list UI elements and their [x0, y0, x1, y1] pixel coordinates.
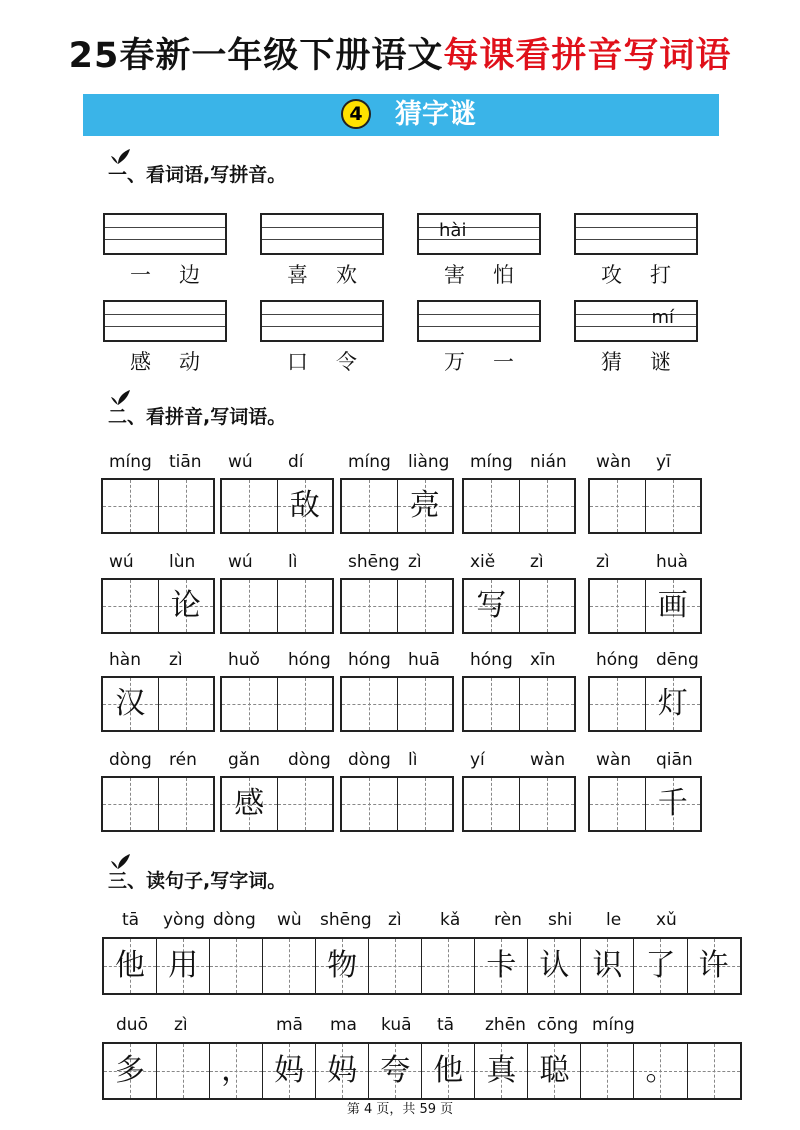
guide-line	[369, 678, 370, 730]
pinyin-label: míng	[109, 452, 152, 472]
char-cell[interactable]	[104, 1044, 156, 1098]
char-cell[interactable]	[421, 1044, 474, 1098]
guide-line	[547, 678, 548, 730]
pinyin-label: dòng	[213, 910, 256, 930]
guide-line	[249, 678, 250, 730]
sentence-grid[interactable]	[102, 1042, 742, 1100]
guide-line	[289, 939, 290, 993]
char-cell[interactable]	[156, 939, 209, 993]
pinyin-label: míng	[592, 1015, 635, 1035]
given-char: 论	[170, 588, 201, 623]
given-char: 聪	[539, 1053, 570, 1088]
guide-line	[186, 778, 187, 830]
guide-line	[369, 480, 370, 532]
given-char: 妈	[274, 1053, 305, 1088]
lesson-banner	[83, 94, 719, 136]
guide-line	[186, 480, 187, 532]
guide-line	[130, 580, 131, 632]
char-cell[interactable]	[474, 1044, 527, 1098]
pinyin-label: wàn	[596, 750, 632, 770]
pinyin-answer: hài	[439, 220, 467, 241]
word-label: 喜欢	[287, 263, 385, 287]
word-grid[interactable]	[340, 676, 454, 732]
word-grid[interactable]	[220, 478, 334, 534]
pinyin-label: wú	[228, 452, 253, 472]
given-char: 千	[657, 786, 688, 821]
given-char: ，	[221, 1053, 252, 1088]
char-cell[interactable]	[421, 939, 474, 993]
char-cell[interactable]	[104, 939, 156, 993]
given-char: 他	[433, 1053, 464, 1088]
section1-heading: 一、看词语,写拼音。	[108, 164, 287, 186]
page-footer: 第 4 页，共 59 页	[346, 1102, 454, 1117]
guide-line	[673, 480, 674, 532]
section3-heading: 三、读句子,写字词。	[108, 870, 287, 892]
char-cell[interactable]	[519, 480, 575, 532]
pinyin-label: lùn	[169, 552, 196, 572]
pinyin-label: dòng	[109, 750, 152, 770]
title-main: 25春新一年级下册语文	[68, 36, 444, 76]
pinyin-label: tiān	[169, 452, 202, 472]
guide-line	[425, 678, 426, 730]
char-cell[interactable]	[222, 678, 277, 730]
guide-line	[491, 678, 492, 730]
char-cell[interactable]	[474, 939, 527, 993]
char-cell[interactable]	[277, 580, 333, 632]
char-cell[interactable]	[342, 678, 397, 730]
pinyin-label: nián	[530, 452, 567, 472]
guide-line	[369, 580, 370, 632]
char-cell[interactable]	[590, 580, 645, 632]
given-char: 他	[115, 948, 146, 983]
word-label: 一边	[130, 263, 228, 287]
guide-line	[425, 580, 426, 632]
pinyin-writing-lines[interactable]	[417, 300, 541, 342]
char-cell[interactable]	[397, 778, 453, 830]
char-cell[interactable]	[315, 1044, 368, 1098]
char-cell[interactable]	[156, 1044, 209, 1098]
title-highlight: 每课看拼音写词语	[443, 36, 732, 76]
char-cell[interactable]	[464, 678, 519, 730]
guide-line	[305, 778, 306, 830]
pinyin-label: dí	[288, 452, 304, 472]
char-cell[interactable]	[262, 1044, 315, 1098]
pinyin-label: liàng	[408, 452, 450, 472]
char-cell[interactable]	[590, 778, 645, 830]
char-cell[interactable]	[527, 1044, 580, 1098]
given-char: 夸	[380, 1053, 411, 1088]
guide-line	[617, 580, 618, 632]
char-cell[interactable]	[519, 678, 575, 730]
writing-line	[576, 314, 696, 315]
pinyin-label: ma	[330, 1015, 357, 1035]
char-cell[interactable]	[464, 580, 519, 632]
word-grid[interactable]	[340, 578, 454, 634]
pinyin-label: hóng	[470, 650, 513, 670]
pinyin-label: rèn	[494, 910, 522, 930]
char-cell[interactable]	[342, 580, 397, 632]
guide-line	[448, 939, 449, 993]
char-cell[interactable]	[158, 778, 214, 830]
pinyin-label: hóng	[348, 650, 391, 670]
char-cell[interactable]	[368, 939, 421, 993]
pinyin-label: shēng	[320, 910, 372, 930]
guide-line	[305, 678, 306, 730]
given-char: 敌	[289, 488, 320, 523]
char-cell[interactable]	[342, 480, 397, 532]
writing-line	[576, 326, 696, 327]
pinyin-label: zì	[174, 1015, 188, 1035]
guide-line	[491, 480, 492, 532]
word-grid[interactable]	[462, 578, 576, 634]
pinyin-writing-lines[interactable]	[417, 213, 541, 255]
char-cell[interactable]	[397, 678, 453, 730]
pinyin-label: kǎ	[440, 910, 461, 930]
word-label: 感动	[130, 350, 228, 374]
word-grid[interactable]	[101, 776, 215, 832]
pinyin-label: lì	[408, 750, 418, 770]
pinyin-label: yòng	[163, 910, 206, 930]
given-char: 妈	[327, 1053, 358, 1088]
guide-line	[249, 480, 250, 532]
pinyin-label: qiān	[656, 750, 693, 770]
char-cell[interactable]	[645, 580, 701, 632]
pinyin-label: huā	[408, 650, 440, 670]
char-cell[interactable]	[222, 480, 277, 532]
pinyin-label: zì	[408, 552, 422, 572]
pinyin-label: dòng	[288, 750, 331, 770]
word-grid[interactable]	[340, 478, 454, 534]
given-char: 识	[592, 948, 623, 983]
guide-line	[547, 580, 548, 632]
pinyin-label: zì	[388, 910, 402, 930]
writing-line	[419, 239, 539, 240]
pinyin-answer: mí	[651, 307, 674, 328]
char-cell[interactable]	[519, 580, 575, 632]
given-char: 真	[486, 1053, 517, 1088]
page-title	[0, 28, 800, 78]
char-cell[interactable]	[103, 778, 158, 830]
char-cell[interactable]	[464, 778, 519, 830]
pinyin-label: xiě	[470, 552, 496, 572]
pinyin-label: zì	[169, 650, 183, 670]
pinyin-label: kuā	[381, 1015, 412, 1035]
given-char: 感	[234, 786, 265, 821]
lesson-number-badge: 4	[341, 99, 371, 129]
char-cell[interactable]	[277, 480, 333, 532]
char-cell[interactable]	[277, 778, 333, 830]
char-cell[interactable]	[580, 1044, 633, 1098]
char-cell[interactable]	[222, 580, 277, 632]
pinyin-label: cōng	[537, 1015, 579, 1035]
char-cell[interactable]	[262, 939, 315, 993]
char-cell[interactable]	[687, 1044, 740, 1098]
guide-line	[183, 1044, 184, 1098]
writing-line	[262, 314, 382, 315]
word-grid[interactable]	[462, 676, 576, 732]
pinyin-label: le	[606, 910, 622, 930]
pinyin-label: zhēn	[485, 1015, 526, 1035]
guide-line	[714, 1044, 715, 1098]
guide-line	[395, 939, 396, 993]
pinyin-label: xǔ	[656, 910, 677, 930]
word-grid[interactable]	[220, 676, 334, 732]
char-cell[interactable]	[222, 778, 277, 830]
guide-line	[130, 778, 131, 830]
pinyin-label: wàn	[530, 750, 566, 770]
pinyin-label: míng	[348, 452, 391, 472]
word-grid[interactable]	[588, 676, 702, 732]
given-char: 了	[645, 948, 676, 983]
char-cell[interactable]	[645, 480, 701, 532]
pinyin-label: yī	[656, 452, 671, 472]
given-char: 卡	[486, 948, 517, 983]
pinyin-label: zì	[530, 552, 544, 572]
char-cell[interactable]	[158, 580, 214, 632]
char-cell[interactable]	[158, 678, 214, 730]
writing-line	[576, 239, 696, 240]
pinyin-label: huǒ	[228, 650, 260, 670]
given-char: 用	[168, 948, 199, 983]
pinyin-label: duō	[116, 1015, 148, 1035]
word-label: 害怕	[444, 263, 542, 287]
pinyin-label: zì	[596, 552, 610, 572]
pinyin-label: dēng	[656, 650, 699, 670]
guide-line	[369, 778, 370, 830]
guide-line	[305, 580, 306, 632]
writing-line	[419, 227, 539, 228]
lesson-title: 猜字谜	[395, 99, 476, 130]
pinyin-writing-lines[interactable]	[103, 213, 227, 255]
writing-line	[262, 239, 382, 240]
char-cell[interactable]	[633, 1044, 686, 1098]
word-label: 猜谜	[601, 350, 699, 374]
pinyin-writing-lines[interactable]	[574, 300, 698, 342]
word-grid[interactable]	[462, 478, 576, 534]
given-char: 写	[476, 588, 507, 623]
given-char: 。	[645, 1053, 676, 1088]
word-label: 攻打	[601, 263, 699, 287]
word-grid[interactable]	[588, 478, 702, 534]
writing-line	[105, 227, 225, 228]
section2-heading: 二、看拼音,写词语。	[108, 406, 287, 428]
word-grid[interactable]	[588, 578, 702, 634]
writing-line	[105, 314, 225, 315]
pinyin-label: shēng	[348, 552, 400, 572]
pinyin-label: wú	[228, 552, 253, 572]
writing-line	[419, 314, 539, 315]
char-cell[interactable]	[580, 939, 633, 993]
word-grid[interactable]	[101, 676, 215, 732]
writing-line	[262, 326, 382, 327]
given-char: 灯	[657, 686, 688, 721]
word-grid[interactable]	[588, 776, 702, 832]
char-cell[interactable]	[397, 480, 453, 532]
char-cell[interactable]	[368, 1044, 421, 1098]
pinyin-label: míng	[470, 452, 513, 472]
guide-line	[607, 1044, 608, 1098]
pinyin-label: tā	[122, 910, 140, 930]
char-cell[interactable]	[397, 580, 453, 632]
pinyin-label: yí	[470, 750, 485, 770]
word-label: 口令	[287, 350, 385, 374]
pinyin-label: wú	[109, 552, 134, 572]
pinyin-label: hóng	[596, 650, 639, 670]
given-char: 亮	[409, 488, 440, 523]
word-grid[interactable]	[101, 478, 215, 534]
pinyin-writing-lines[interactable]	[260, 300, 384, 342]
writing-line	[576, 227, 696, 228]
pinyin-writing-lines[interactable]	[574, 213, 698, 255]
guide-line	[130, 480, 131, 532]
guide-line	[547, 480, 548, 532]
char-cell[interactable]	[342, 778, 397, 830]
guide-line	[236, 939, 237, 993]
guide-line	[491, 778, 492, 830]
pinyin-label: lì	[288, 552, 298, 572]
char-cell[interactable]	[209, 1044, 262, 1098]
writing-line	[105, 239, 225, 240]
guide-line	[617, 480, 618, 532]
given-char: 画	[657, 588, 688, 623]
word-grid[interactable]	[462, 776, 576, 832]
char-cell[interactable]	[103, 580, 158, 632]
writing-line	[419, 326, 539, 327]
pinyin-label: hóng	[288, 650, 331, 670]
given-char: 物	[327, 948, 358, 983]
pinyin-label: hàn	[109, 650, 141, 670]
pinyin-label: wù	[277, 910, 302, 930]
pinyin-writing-lines[interactable]	[260, 213, 384, 255]
word-label: 万一	[444, 350, 542, 374]
char-cell[interactable]	[103, 678, 158, 730]
char-cell[interactable]	[209, 939, 262, 993]
guide-line	[547, 778, 548, 830]
char-cell[interactable]	[590, 678, 645, 730]
char-cell[interactable]	[464, 480, 519, 532]
guide-line	[617, 678, 618, 730]
guide-line	[425, 778, 426, 830]
char-cell[interactable]	[645, 678, 701, 730]
char-cell[interactable]	[590, 480, 645, 532]
word-grid[interactable]	[220, 578, 334, 634]
char-cell[interactable]	[158, 480, 214, 532]
pinyin-label: rén	[169, 750, 197, 770]
guide-line	[249, 580, 250, 632]
word-grid[interactable]	[220, 776, 334, 832]
char-cell[interactable]	[527, 939, 580, 993]
char-cell[interactable]	[633, 939, 686, 993]
given-char: 认	[539, 948, 570, 983]
char-cell[interactable]	[103, 480, 158, 532]
pinyin-label: shi	[548, 910, 573, 930]
given-char: 汉	[115, 686, 146, 721]
char-cell[interactable]	[645, 778, 701, 830]
char-cell[interactable]	[687, 939, 740, 993]
char-cell[interactable]	[315, 939, 368, 993]
given-char: 许	[698, 948, 729, 983]
writing-line	[105, 326, 225, 327]
guide-line	[617, 778, 618, 830]
char-cell[interactable]	[519, 778, 575, 830]
char-cell[interactable]	[277, 678, 333, 730]
pinyin-label: mā	[276, 1015, 303, 1035]
sentence-grid[interactable]	[102, 937, 742, 995]
pinyin-label: huà	[656, 552, 688, 572]
given-char: 多	[115, 1053, 146, 1088]
guide-line	[186, 678, 187, 730]
pinyin-label: wàn	[596, 452, 632, 472]
word-grid[interactable]	[340, 776, 454, 832]
pinyin-label: gǎn	[228, 750, 260, 770]
word-grid[interactable]	[101, 578, 215, 634]
pinyin-label: dòng	[348, 750, 391, 770]
writing-line	[262, 227, 382, 228]
pinyin-writing-lines[interactable]	[103, 300, 227, 342]
pinyin-label: xīn	[530, 650, 556, 670]
pinyin-label: tā	[437, 1015, 455, 1035]
